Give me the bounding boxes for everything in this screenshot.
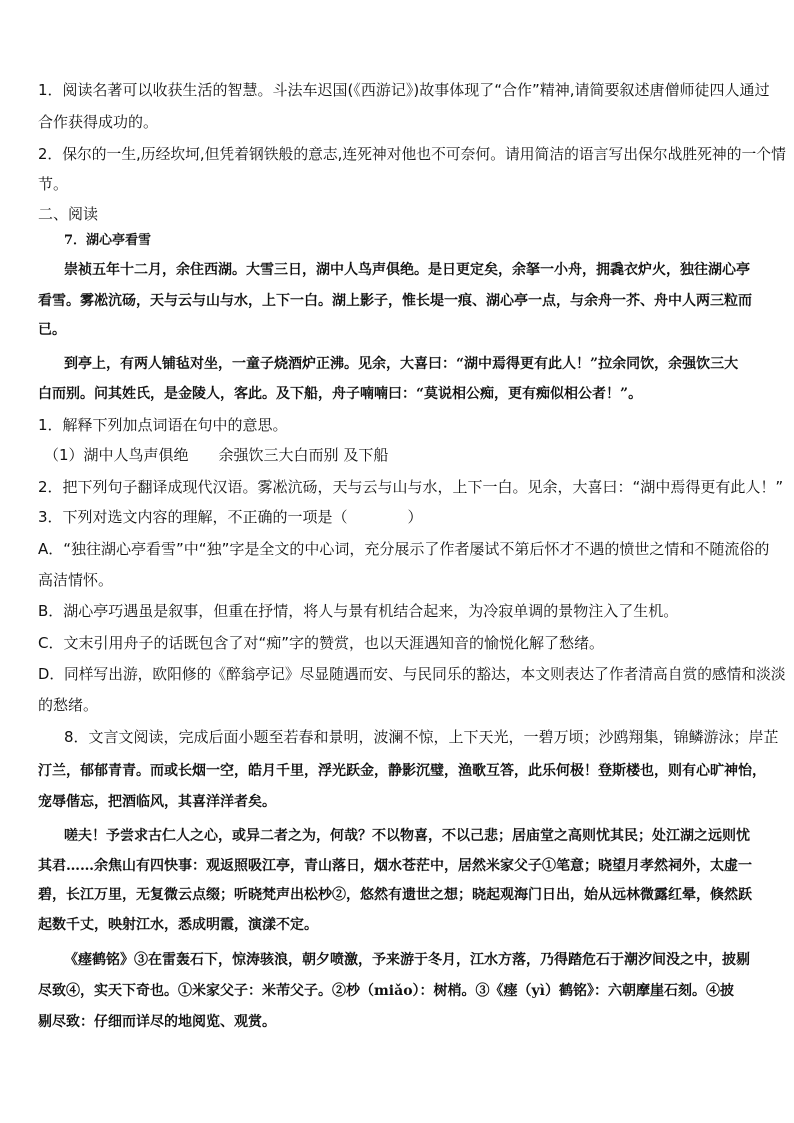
option-a-line1: A．“独往湖心亭看雪”中“独”字是全文的中心词，充分展示了作者屡试不第后怀才不遇的愤世之情和不随流俗的 (38, 540, 770, 558)
q8-line7: 起数千丈，映射江水，悉成明霞，演漾不定。 (38, 917, 318, 933)
passage7-line4: 到亭上，有两人铺毡对坐，一童子烧酒炉正沸。见余，大喜曰：“湖中焉得更有此人！”拉余同饮，余强饮三大 (64, 356, 739, 372)
q7-2-prompt: 2．把下列句子翻译成现代汉语。雾凇沆砀，天与云与山与水，上下一白。见余，大喜曰：“湖中焉得更有此人！” (38, 478, 784, 496)
q8-line6: 碧，长江万里，无复微云点缀；听晓梵声出松杪②，悠然有遗世之想；晓起观海门日出，始从远林微露红晕，倏然跃 (38, 887, 752, 903)
option-c: C．文末引用舟子的话既包含了对“痴”字的赞赏，也以天涯遇知音的愉悦化解了愁绪。 (38, 634, 605, 652)
q8-line8: 《瘗鹤铭》③在雷轰石下，惊涛骇浪，朝夕喷激，予来游于冬月，江水方落，乃得踏危石于潮汐间没之中，披剔 (64, 952, 750, 968)
q8-line9: 尽致④，实天下奇也。①米家父子：米芾父子。②杪（miǎo）：树梢。③《瘗（yì）鹤铭》：六朝摩崖石刻。④披 (38, 983, 734, 999)
q7-1-prompt: 1．解释下列加点词语在句中的意思。 (38, 416, 288, 434)
q7-1-items: （1）湖中人鸟声俱绝 余强饮三大白而别 及下船 (44, 446, 389, 464)
q1-line2: 合作获得成功的。 (38, 113, 159, 131)
passage7-line2: 看雪。雾凇沆砀，天与云与山与水，上下一白。湖上影子，惟长堤一痕、湖心亭一点，与余舟一芥、舟中人两三粒而 (38, 293, 752, 309)
q8-line4: 嗟夫！予尝求古仁人之心，或异二者之为，何哉？不以物喜，不以己悲；居庙堂之高则忧其民；处江湖之远则忧 (64, 828, 750, 844)
passage7-title: 7．湖心亭看雪 (64, 233, 152, 248)
q7-3-prompt: 3．下列对选文内容的理解，不正确的一项是（ ） (38, 508, 423, 526)
passage7-line1: 崇祯五年十二月，余住西湖。大雪三日，湖中人鸟声俱绝。是日更定矣，余拏一小舟，拥毳衣炉火，独往湖心亭 (64, 262, 750, 278)
option-d-line1: D．同样写出游，欧阳修的《醉翁亭记》尽显随遇而安、与民同乐的豁达，本文则表达了作者清高自赏的感情和淡淡 (38, 665, 786, 683)
q8-line1: 8．文言文阅读，完成后面小题至若春和景明，波澜不惊，上下天光，一碧万顷；沙鸥翔集，锦鳞游泳；岸芷 (64, 728, 779, 746)
q8-line5: 其君……余焦山有四快事：观返照吸江亭，青山落日，烟水苍茫中，居然米家父子①笔意；晓望月孝然祠外，太虚一 (38, 858, 752, 874)
option-a-line2: 高洁情怀。 (38, 571, 114, 589)
q8-line10: 剔尽致：仔细而详尽的地阅览、观赏。 (38, 1014, 276, 1030)
passage7-line5: 白而别。问其姓氏，是金陵人，客此。及下船，舟子喃喃曰：“莫说相公痴，更有痴似相公者！”。 (38, 386, 643, 402)
option-d-line2: 的愁绪。 (38, 696, 99, 714)
section-heading-reading: 二、阅读 (38, 205, 99, 223)
q8-line2: 汀兰，郁郁青青。而或长烟一空，皓月千里，浮光跃金，静影沉璧，渔歌互答，此乐何极！登斯楼也，则有心旷神怡， (38, 763, 766, 779)
option-b: B．湖心亭巧遇虽是叙事，但重在抒情，将人与景有机结合起来，为冷寂单调的景物注入了生机。 (38, 602, 679, 620)
passage7-line3: 已。 (38, 322, 66, 338)
q2-line2: 节。 (38, 175, 69, 193)
q2-line1: 2．保尔的一生,历经坎坷,但凭着钢铁般的意志,连死神对他也不可奈何。请用简洁的语言写出保尔战胜死神的一个情 (38, 145, 786, 163)
q8-line3: 宠辱偕忘，把酒临风，其喜洋洋者矣。 (38, 794, 276, 810)
q1-line1: 1．阅读名著可以收获生活的智慧。斗法车迟国(《西游记》)故事体现了“合作”精神,请简要叙述唐僧师徒四人通过 (38, 81, 770, 99)
